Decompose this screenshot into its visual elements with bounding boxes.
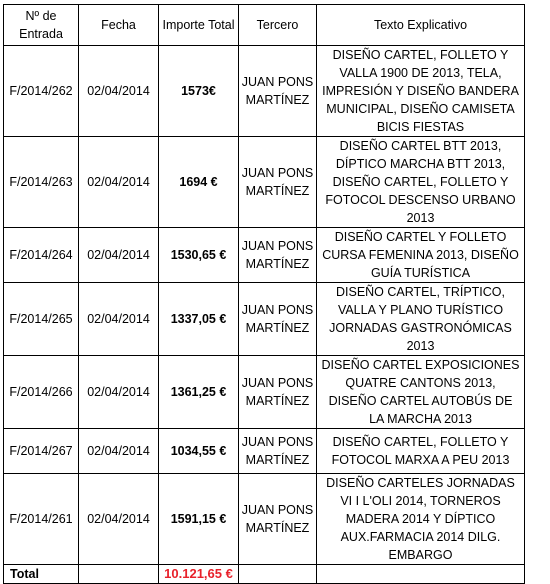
cell-importe: 1591,15 € xyxy=(159,474,239,565)
cell-importe: 1034,55 € xyxy=(159,429,239,474)
cell-tercero: JUAN PONS MARTÍNEZ xyxy=(239,429,317,474)
cell-entrada: F/2014/264 xyxy=(4,228,79,283)
cell-tercero: JUAN PONS MARTÍNEZ xyxy=(239,283,317,356)
invoice-table-wrapper xyxy=(3,4,525,584)
cell-texto: DISEÑO CARTELES JORNADAS VI I L'OLI 2014, TORNEROS MADERA 2014 Y DÍPTICO AUX.FARMACIA 2014 DILG. EMBARGO xyxy=(317,474,525,565)
cell-texto: DISEÑO CARTEL Y FOLLETO CURSA FEMENINA 2013, DISEÑO GUÍA TURÍSTICA xyxy=(317,228,525,283)
header-texto: Texto Explicativo xyxy=(317,5,525,46)
cell-importe: 1694 € xyxy=(159,137,239,228)
total-empty-cell xyxy=(79,565,159,584)
cell-tercero: JUAN PONS MARTÍNEZ xyxy=(239,356,317,429)
total-label: Total xyxy=(4,565,79,584)
invoice-table xyxy=(3,4,525,584)
header-row xyxy=(4,5,525,46)
total-empty-cell xyxy=(239,565,317,584)
cell-importe: 1573€ xyxy=(159,46,239,137)
cell-importe: 1530,65 € xyxy=(159,228,239,283)
cell-texto: DISEÑO CARTEL BTT 2013, DÍPTICO MARCHA BTT 2013, DISEÑO CARTEL, FOLLETO Y FOTOCOL DESCENSO URBANO 2013 xyxy=(317,137,525,228)
cell-fecha: 02/04/2014 xyxy=(79,356,159,429)
cell-texto: DISEÑO CARTEL, TRÍPTICO, VALLA Y PLANO TURÍSTICO JORNADAS GASTRONÓMICAS 2013 xyxy=(317,283,525,356)
header-importe: Importe Total xyxy=(159,5,239,46)
cell-texto: DISEÑO CARTEL, FOLLETO Y VALLA 1900 DE 2013, TELA, IMPRESIÓN Y DISEÑO BANDERA MUNICIPAL, DISEÑO CAMISETA BICIS FIESTAS xyxy=(317,46,525,137)
cell-entrada: F/2014/266 xyxy=(4,356,79,429)
cell-texto: DISEÑO CARTEL, FOLLETO Y FOTOCOL MARXA A PEU 2013 xyxy=(317,429,525,474)
cell-entrada: F/2014/261 xyxy=(4,474,79,565)
table-row xyxy=(4,283,525,356)
total-row xyxy=(4,565,525,584)
header-fecha: Fecha xyxy=(79,5,159,46)
cell-fecha: 02/04/2014 xyxy=(79,137,159,228)
cell-fecha: 02/04/2014 xyxy=(79,46,159,137)
table-row xyxy=(4,429,525,474)
header-entrada: Nº de Entrada xyxy=(4,5,79,46)
total-value: 10.121,65 € xyxy=(159,565,239,584)
table-row xyxy=(4,137,525,228)
cell-tercero: JUAN PONS MARTÍNEZ xyxy=(239,474,317,565)
table-row xyxy=(4,46,525,137)
cell-entrada: F/2014/267 xyxy=(4,429,79,474)
cell-fecha: 02/04/2014 xyxy=(79,228,159,283)
cell-fecha: 02/04/2014 xyxy=(79,283,159,356)
cell-importe: 1361,25 € xyxy=(159,356,239,429)
table-row xyxy=(4,228,525,283)
cell-tercero: JUAN PONS MARTÍNEZ xyxy=(239,46,317,137)
total-empty-cell xyxy=(317,565,525,584)
cell-entrada: F/2014/262 xyxy=(4,46,79,137)
table-row xyxy=(4,474,525,565)
cell-fecha: 02/04/2014 xyxy=(79,429,159,474)
table-row xyxy=(4,356,525,429)
cell-texto: DISEÑO CARTEL EXPOSICIONES QUATRE CANTONS 2013, DISEÑO CARTEL AUTOBÚS DE LA MARCHA 2013 xyxy=(317,356,525,429)
cell-tercero: JUAN PONS MARTÍNEZ xyxy=(239,137,317,228)
cell-entrada: F/2014/263 xyxy=(4,137,79,228)
cell-tercero: JUAN PONS MARTÍNEZ xyxy=(239,228,317,283)
cell-entrada: F/2014/265 xyxy=(4,283,79,356)
cell-importe: 1337,05 € xyxy=(159,283,239,356)
cell-fecha: 02/04/2014 xyxy=(79,474,159,565)
header-tercero: Tercero xyxy=(239,5,317,46)
